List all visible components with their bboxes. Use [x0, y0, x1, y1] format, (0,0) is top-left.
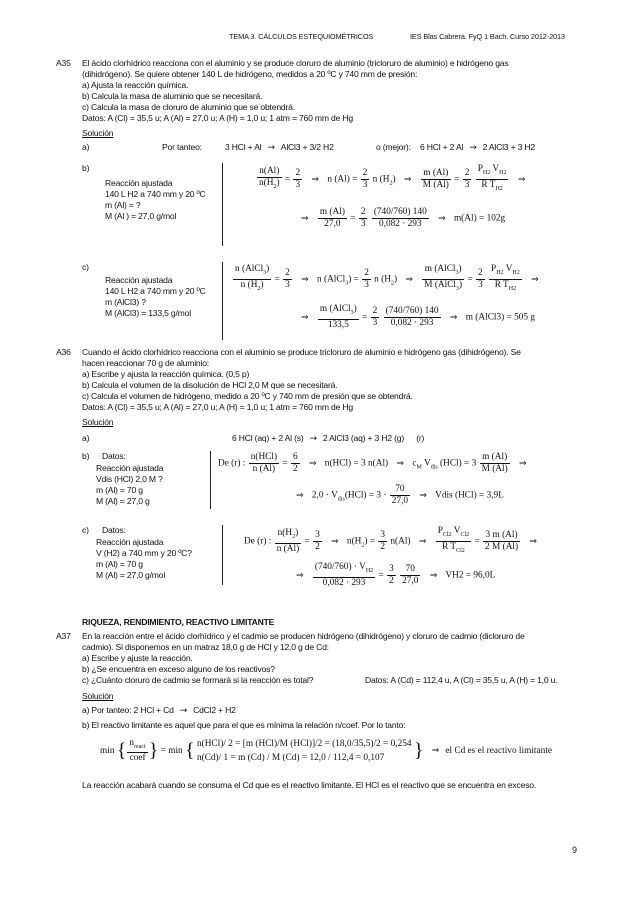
given-line: 140 L H2 a 740 mm y 20 ºC [105, 189, 206, 199]
part-label: a) [82, 142, 90, 152]
given-line: Reacción ajustada [105, 178, 173, 188]
statement-line: hacen reaccionar 70 g de aluminio: [82, 358, 209, 368]
part-label: c) [82, 525, 89, 535]
divider [210, 451, 211, 509]
reaction-equation: 6 HCl (aq) + 2 Al (s) → 2 AlCl3 (aq) + 3 H2 (g) (r) [232, 433, 425, 444]
given-line: M (Al ) = 27,0 g/mol [105, 211, 177, 221]
given-line: Reacción ajustada [96, 537, 164, 547]
header-title: TEMA 3. CÁLCULOS ESTEQUIOMÉTRICOS [229, 32, 374, 41]
result: m(Al) = 102g [453, 213, 506, 224]
limiting-reagent-equation: min { $\frac{n_{react}}{\text{coef}}$ } = min { n(HCl)/ 2 = [m (HCl)/M (HCl)]/2 = (18,0/35,5)/2 = 0,254 n(Cd)/ 1 = m (Cd) / M (Cd) = 12,0 / 112,4 = 0,107 } ⇒ el Cd es el reactivo limitante [100, 737, 552, 764]
statement-line: El ácido clorhídrico reacciona con el aluminio y se produce cloruro de aluminio (tricloruro de aluminio) e hidrógeno gas [82, 58, 509, 68]
question-c: c) ¿Cuánto cloruro de cadmio se formará si la reacción es total? [82, 675, 314, 685]
divider [222, 262, 223, 340]
data-line: Datos: A (Cl) = 35,5 u; A (Al) = 27,0 u; A (H) = 1,0 u; 1 atm = 760 mm de Hg [82, 113, 353, 123]
question-b: b) Calcula el volumen de la disolución de HCl 2,0 M que se necesitará. [82, 380, 338, 390]
arrow-right-icon: → [267, 143, 275, 153]
exercise-number: A37 [56, 631, 71, 641]
divider [222, 525, 223, 585]
solution-heading: Solución [82, 417, 114, 427]
exercise-number: A36 [56, 347, 71, 357]
question-c: c) Calcula el volumen de hidrógeno, medido a 20 ºC y 740 mm de presión que se obtendrá. [82, 391, 413, 401]
arrow-right-icon: → [179, 706, 188, 716]
page-number: 9 [572, 845, 578, 855]
min-row: n(Cd)/ 1 = m (Cd) / M (Cd) = 12,0 / 112,4 = 0,107 [196, 753, 385, 763]
divider [222, 163, 223, 246]
given-line: Vdis (HCl) 2,0 M ? [96, 474, 163, 484]
question-b: b) ¿Se encuentra en exceso alguno de los reactivos? [82, 664, 275, 674]
given-line: M (Al) = 27,0 g [96, 496, 150, 506]
result: el Cd es el reactivo limitante [445, 746, 552, 757]
ratio-equation: $\frac{n (AlCl_3)}{n (H_2)}$ = $\frac{2}{3}$ ⇒ n (AlCl$_3$) = $\frac{2}{3}$ n $(H_2)$ ⇒ $\frac{m (AlCl_3)}{M (AlCl_3)}$ = $\frac{2}{3}$ $\frac{P_{H2} V_{H2}}{R T_{H2}}$ ⇒ [235, 264, 539, 292]
min-row: n(HCl)/ 2 = [m (HCl)/M (HCl)]/2 = (18,0/35,5)/2 = 0,254 [196, 739, 412, 749]
data-line: Datos: A (Cd) = 112,4 u, A (Cl) = 35,5 u, A (H) = 1,0 u. [365, 675, 558, 685]
statement-line: (dihidrógeno). Se quiere obtener 140 L de hidrógeno, medidos a 20 ºC y 740 mm de presión: [82, 69, 418, 79]
conclusion: La reacción acabará cuando se consuma el Cd que es el reactivo limitante. El HCl es el reactivo que se encuentra en exceso. [82, 780, 537, 790]
substitution-equation: ⇒ $\frac{m (AlCl_3)}{133,5}$ = $\frac{2}{3}$ $\frac{(740/760) 140}{0,082 \cdot 293}$ ⇒ m (AlCl3) = 505 g [301, 304, 536, 330]
header-school: IES Blas Cabrera. FyQ 1 Bach. Curso 2012-2013 [410, 32, 565, 41]
question-b: b) Calcula la masa de aluminio que se necesitará. [82, 91, 263, 101]
section-heading: RIQUEZA, RENDIMIENTO, REACTIVO LIMITANTE [82, 617, 275, 627]
better-label: o (mejor): [376, 142, 411, 152]
given-line: V (H2) a 740 mm y 20 ºC? [96, 548, 192, 558]
given-heading: Datos: [102, 451, 126, 461]
part-label: b) [82, 451, 90, 461]
given-line: M (Al) = 27,0 g/mol [96, 570, 166, 580]
solution-heading: Solución [82, 128, 114, 138]
arrow-right-icon: → [469, 143, 477, 153]
given-line: Reacción ajustada [105, 275, 173, 285]
part-label: a) [82, 433, 90, 443]
ratio-equation: $\frac{n(Al)}{n(H_2)}$ = $\frac{2}{3}$ ⇒ n (Al) = $\frac{2}{3}$ n $(H_2)$ ⇒ $\frac{m (Al)}{M (Al)}$ = $\frac{2}{3}$ $\frac{P_{H2} V_{H2}}{R T_{H2}}$ ⇒ [259, 164, 526, 192]
question-a: a) Ajusta la reacción química. [82, 80, 189, 90]
statement-line: En la reacción entre el ácido clorhídrico y el cadmio se producen hidrógeno (dihidrógeno) y cloruro de cadmio (dicloruro de [82, 631, 525, 641]
given-line: m (Al) = ? [105, 200, 141, 210]
result: Vdis (HCl) = 3,9L [435, 490, 504, 501]
answer-b: b) El reactivo limitante es aquel que para el que es mínima la relación n/coef. Por lo tanto: [82, 720, 406, 730]
result: m (AlCl3) = 505 g [465, 312, 536, 323]
given-heading: Datos: [102, 525, 126, 535]
part-label: c) [82, 262, 89, 272]
reaction-equation: 6 HCl + 2 Al → 2 AlCl3 + 3 H2 [420, 142, 535, 153]
substitution-equation: ⇒ $2,0 \cdot V_{dis}(HCl) = 3$ · $\frac{70}{27,0}$ ⇒ Vdis (HCl) = 3,9L [296, 484, 504, 506]
substitution-equation: ⇒ $\frac{m (Al)}{27,0}$ = $\frac{2}{3}$ $\frac{(740/760) 140}{0,082 \cdot 293}$ ⇒ m(Al) = 102g [301, 207, 506, 229]
given-line: m (Al) = 70 g [96, 485, 143, 495]
data-line: Datos: A (Cl) = 35,5 u; A (Al) = 27,0 u; A (H) = 1,0 u; 1 atm = 760 mm de Hg [82, 402, 353, 412]
statement-line: cadmio). Si disponemos en un matraz 18,0 g de HCl y 12,0 g de Cd: [82, 642, 329, 652]
given-line: M (AlCl3) = 133,5 g/mol [105, 308, 191, 318]
balancing-label: Por tanteo: [162, 142, 202, 152]
solution-heading: Solución [82, 691, 114, 701]
answer-a: a) Por tanteo: 2 HCl + Cd → CdCl2 + H2 [82, 705, 236, 716]
ratio-equation: De (r) : $\frac{n(H_2)}{n (Al)}$ = $\frac{3}{2}$ ⇒ $n(H_2)$ = $\frac{3}{2}$ n(Al) ⇒ $\frac{P_{Cl2} V_{Cl2}}{R T_{Cl2}}$ = $\frac{3 m (Al)}{2 M (Al)}$ ⇒ [244, 526, 537, 554]
reaction-equation: 3 HCl + Al → AlCl3 + 3/2 H2 [225, 142, 334, 153]
exercise-number: A35 [56, 58, 71, 68]
given-line: Reacción ajustada [96, 463, 164, 473]
arrow-right-icon: → [309, 434, 317, 444]
ratio-equation: De (r) : $\frac{\text{n(HCl)}}{n (Al)}$ = $\frac{6}{2}$ ⇒ n(HCl) = 3 n(Al) ⇒ $c_M$ $V_{dis}$ (HCl) = 3 $\frac{m (Al)}{M (Al)}$ ⇒ [218, 452, 527, 474]
question-a: a) Escribe y ajusta la reacción química. (0,5 p) [82, 369, 250, 379]
part-label: b) [82, 163, 90, 173]
statement-line: Cuando el ácido clorhídrico reacciona con el aluminio se produce tricloruro de aluminio e hidrógeno gas (dihidrógeno). Se [82, 347, 521, 357]
question-a: a) Escribe y ajuste la reacción. [82, 653, 193, 663]
given-line: 140 L H2 a 740 mm y 20 ºC [105, 286, 206, 296]
substitution-equation: ⇒ $\frac{(740/760) \cdot V_{H2}}{0,082 \cdot 293}$ = $\frac{3}{2}$ $\frac{70}{27,0}$ ⇒ VH2 = 96,0L [296, 562, 496, 588]
question-c: c) Calcula la masa de cloruro de aluminio que se obtendrá. [82, 102, 295, 112]
result: VH2 = 96,0L [445, 570, 496, 581]
given-line: m (Al) = 70 g [96, 559, 143, 569]
given-line: m (AlCl3) ? [105, 297, 146, 307]
